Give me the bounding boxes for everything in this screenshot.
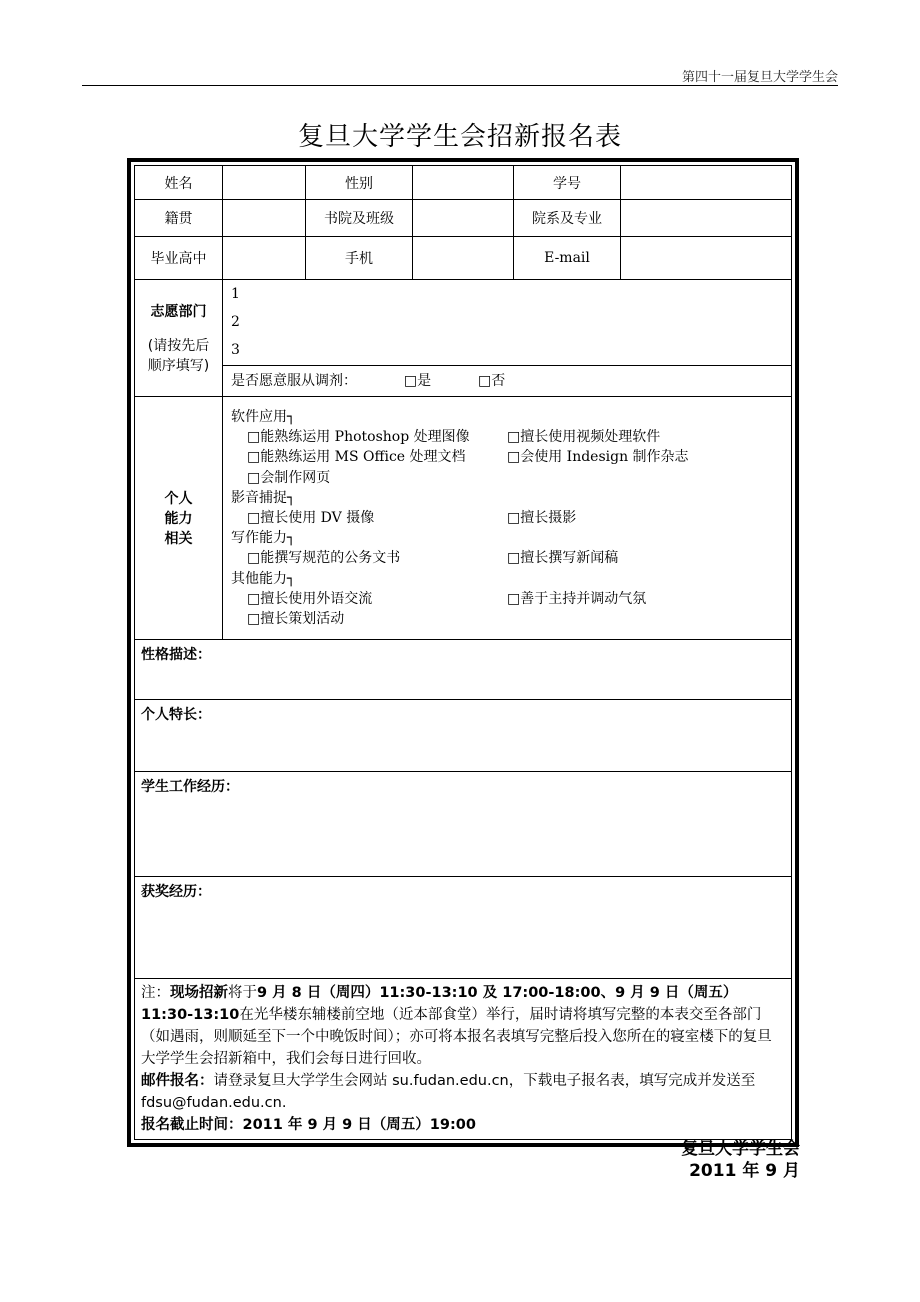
writing-title: 写作能力┐ [231, 530, 296, 547]
personality-field[interactable]: 性格描述： [135, 640, 792, 700]
adjust-yes-checkbox[interactable]: □是 [403, 373, 432, 389]
department-major-field[interactable] [621, 200, 792, 237]
ability-row-writing [231, 548, 783, 568]
ability-row-other-1 [231, 589, 783, 609]
ability-row [135, 397, 792, 640]
note-text-1: 将于 [228, 985, 257, 1001]
registration-table [134, 165, 792, 1140]
specialty-row [135, 700, 792, 772]
footer-signature [681, 1138, 800, 1182]
gender-field[interactable] [413, 166, 514, 200]
info-row-3 [135, 237, 792, 280]
volunteer-preferences [223, 280, 791, 365]
ability-row-software-1 [231, 427, 783, 447]
ability-row-media [231, 508, 783, 528]
preference-3[interactable]: 3 [231, 342, 240, 358]
adjust-question: 是否愿意服从调剂： [231, 373, 357, 389]
awards-row [135, 877, 792, 979]
planning-checkbox[interactable]: □擅长策划活动 [247, 611, 345, 628]
high-school-label: 毕业高中 [135, 237, 223, 280]
ability-row-software-3 [231, 468, 783, 488]
note-cell [135, 979, 792, 1140]
note-prefix: 注： [141, 985, 170, 1001]
photography-checkbox[interactable]: □擅长摄影 [507, 510, 577, 527]
note-text-2: 在光华楼东辅楼前空地（近本部食堂）举行，届时请将填写完整的本表交至各部门（如遇雨，则顺延至下一个中晚饭时间）；亦可将本报名表填写完整后投入您所在的寝室楼下的复旦大学学生会招新箱中，我们会每日进行回收。 [141, 1007, 772, 1067]
volunteer-row [135, 280, 792, 397]
ability-label-2: 能力 [164, 511, 193, 527]
high-school-field[interactable] [223, 237, 306, 280]
footer-org: 复旦大学学生会 [681, 1139, 800, 1159]
hometown-label: 籍贯 [135, 200, 223, 237]
phone-field[interactable] [413, 237, 514, 280]
note-row [135, 979, 792, 1140]
email-label: E-mail [514, 237, 621, 280]
info-row-1 [135, 166, 792, 200]
indesign-checkbox[interactable]: □会使用 Indesign 制作杂志 [507, 449, 689, 466]
phone-label: 手机 [306, 237, 413, 280]
ability-cell [223, 397, 792, 640]
ability-row-other-2 [231, 609, 783, 629]
department-major-label: 院系及专业 [514, 200, 621, 237]
ability-row-software-2 [231, 447, 783, 467]
specialty-field[interactable]: 个人特长： [135, 700, 792, 772]
student-id-field[interactable] [621, 166, 792, 200]
hometown-field[interactable] [223, 200, 306, 237]
personality-row [135, 640, 792, 700]
college-class-label: 书院及班级 [306, 200, 413, 237]
volunteer-cell [223, 280, 792, 397]
form-frame [127, 158, 799, 1147]
header-rule [82, 85, 838, 86]
adjust-no-checkbox[interactable]: □否 [478, 373, 506, 389]
awards-field[interactable]: 获奖经历： [135, 877, 792, 979]
footer-date: 2011 年 9 月 [689, 1161, 800, 1181]
info-row-2 [135, 200, 792, 237]
header-org-session: 第四十一届复旦大学学生会 [681, 70, 838, 85]
volunteer-label [135, 280, 223, 397]
adjust-line [223, 365, 791, 396]
college-class-field[interactable] [413, 200, 514, 237]
news-writing-checkbox[interactable]: □擅长撰写新闻稿 [507, 550, 619, 567]
name-field[interactable] [223, 166, 306, 200]
video-editing-checkbox[interactable]: □擅长使用视频处理软件 [507, 429, 661, 446]
media-title: 影音捕捉┐ [231, 489, 296, 506]
student-id-label: 学号 [514, 166, 621, 200]
email-signup-label: 邮件报名： [141, 1073, 214, 1089]
onsite-label: 现场招新 [170, 985, 228, 1001]
email-signup-text: 请登录复旦大学学生会网站 su.fudan.edu.cn，下载电子报名表，填写完成并发送至 fdsu@fudan.edu.cn. [141, 1073, 756, 1111]
onsite-dates: 9 月 8 日（周四）11:30-13:10 及 17:00-18:00、9 月 9 日（周五）11:30-13:10 [141, 985, 738, 1023]
volunteer-label-note-1: (请按先后 [147, 338, 210, 354]
web-checkbox[interactable]: □会制作网页 [247, 469, 331, 486]
volunteer-label-title: 志愿部门 [150, 304, 207, 320]
email-field[interactable] [621, 237, 792, 280]
hosting-checkbox[interactable]: □善于主持并调动气氛 [507, 590, 647, 607]
gender-label: 性别 [306, 166, 413, 200]
preference-2[interactable]: 2 [231, 314, 240, 330]
ability-label-1: 个人 [164, 491, 193, 507]
office-checkbox[interactable]: □能熟练运用 MS Office 处理文档 [247, 449, 466, 466]
volunteer-label-note-2: 顺序填写) [147, 358, 210, 374]
photoshop-checkbox[interactable]: □能熟练运用 Photoshop 处理图像 [247, 429, 470, 446]
dv-checkbox[interactable]: □擅长使用 DV 摄像 [247, 510, 375, 527]
name-label: 姓名 [135, 166, 223, 200]
language-checkbox[interactable]: □擅长使用外语交流 [247, 590, 373, 607]
other-title: 其他能力┐ [231, 570, 296, 587]
work-experience-row [135, 772, 792, 877]
ability-label [135, 397, 223, 640]
software-title: 软件应用┐ [231, 409, 296, 425]
form-title: 复旦大学学生会招新报名表 [297, 122, 622, 152]
official-writing-checkbox[interactable]: □能撰写规范的公务文书 [247, 550, 401, 567]
preference-1[interactable]: 1 [231, 286, 240, 302]
deadline-text: 报名截止时间：2011 年 9 月 9 日（周五）19:00 [141, 1117, 476, 1133]
work-experience-field[interactable]: 学生工作经历： [135, 772, 792, 877]
ability-label-3: 相关 [164, 531, 193, 547]
